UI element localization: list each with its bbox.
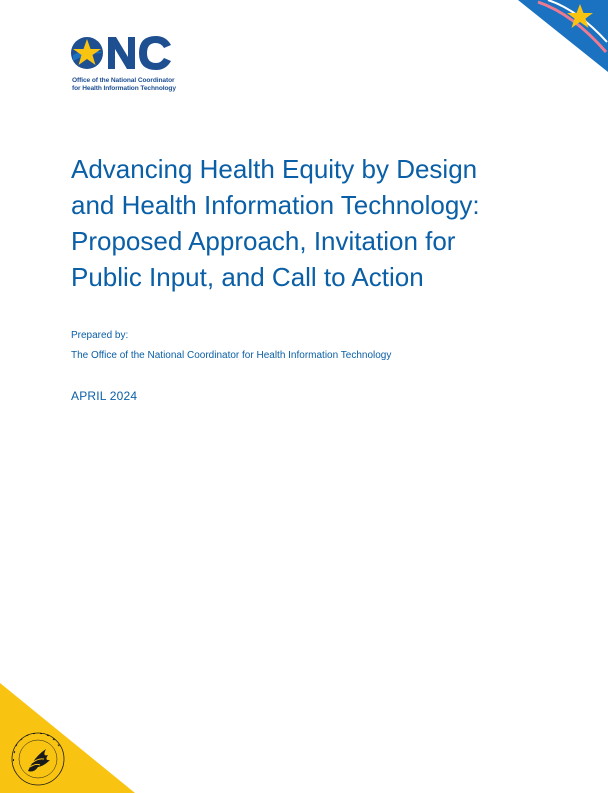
publication-date: APRIL 2024: [71, 389, 138, 403]
onc-logo-mark-icon: [70, 33, 174, 75]
title-line-4: Public Input, and Call to Action: [71, 262, 424, 292]
logo-subtitle: [72, 77, 192, 93]
prepared-by-label: Prepared by:: [71, 330, 129, 341]
title-line-1: Advancing Health Equity by Design: [71, 154, 478, 184]
hhs-seal-corner: [0, 683, 135, 793]
onc-logo: [70, 33, 180, 95]
prepared-by-organization: The Office of the National Coordinator for Health Information Technology: [71, 350, 392, 361]
document-title: [71, 151, 541, 295]
corner-star-decoration-icon: [518, 0, 608, 72]
title-line-3: Proposed Approach, Invitation for: [71, 226, 456, 256]
title-line-2: and Health Information Technology:: [71, 190, 480, 220]
logo-subtitle-line-1: Office of the National Coordinator: [72, 77, 175, 84]
logo-subtitle-line-2: for Health Information Technology: [72, 85, 176, 92]
